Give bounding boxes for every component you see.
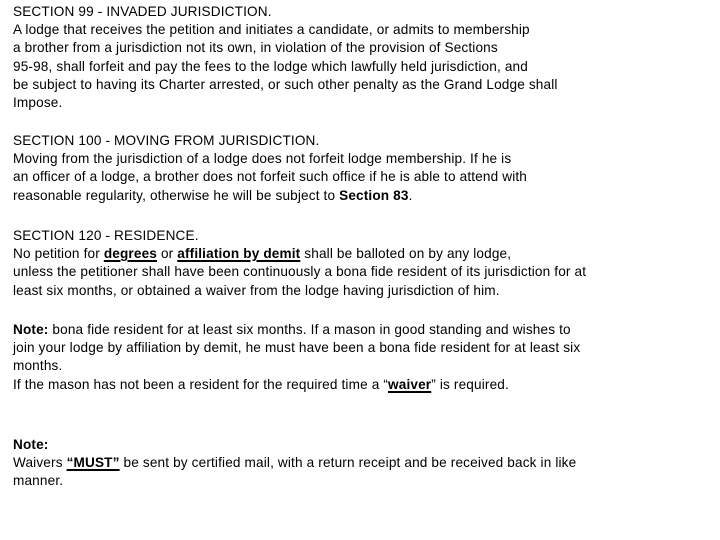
note-text: Waivers xyxy=(13,455,67,471)
section-120 xyxy=(13,227,713,300)
note-line xyxy=(13,454,713,472)
period: . xyxy=(408,187,413,203)
section-99-line: A lodge that receives the petition and initiates a candidate, or admits to membership xyxy=(13,22,530,38)
must-emphasis: “MUST” xyxy=(66,455,120,471)
note-line: months. xyxy=(13,358,63,374)
degrees-link[interactable]: degrees xyxy=(103,246,158,262)
section-120-line xyxy=(13,245,713,263)
note-line: manner. xyxy=(13,473,64,489)
section-99-line: be subject to having its Charter arrested, or such other penalty as the Grand Lodge shall xyxy=(13,76,558,92)
section-99-line: a brother from a jurisdiction not its own, in violation of the provision of Sections xyxy=(13,40,498,56)
note-text: ” is required. xyxy=(431,376,509,392)
section-120-text: or xyxy=(157,246,178,262)
note-line: join your lodge by affiliation by demit, he must have been a bona fide resident for at least six xyxy=(13,340,581,356)
section-120-heading: SECTION 120 - RESIDENCE. xyxy=(13,228,199,243)
section-100-line-text: reasonable regularity, otherwise he will be subject to xyxy=(13,187,340,203)
section-100 xyxy=(13,132,713,205)
section-99-line: Impose. xyxy=(13,95,63,111)
section-120-text: No petition for xyxy=(13,246,104,262)
note-line xyxy=(13,376,713,394)
note-waivers xyxy=(13,436,713,491)
note-residence xyxy=(13,321,713,394)
section-120-text: shall be balloted on by any lodge, xyxy=(300,246,512,262)
section-120-line: least six months, or obtained a waiver from the lodge having jurisdiction of him. xyxy=(13,282,500,298)
waiver-link[interactable]: waiver xyxy=(388,376,432,392)
note-text: bona fide resident for at least six months. If a mason in good standing and wishes to xyxy=(48,322,571,337)
section-83-reference: Section 83 xyxy=(339,187,409,203)
section-100-heading: SECTION 100 - MOVING FROM JURISDICTION. xyxy=(13,133,320,148)
section-99-line: 95-98, shall forfeit and pay the fees to the lodge which lawfully held jurisdiction, and xyxy=(13,58,528,74)
note-text: be sent by certified mail, with a return receipt and be received back in like xyxy=(119,455,577,471)
section-99 xyxy=(13,3,713,112)
section-99-heading: SECTION 99 - INVADED JURISDICTION. xyxy=(13,4,272,19)
section-120-line: unless the petitioner shall have been continuously a bona fide resident of its jurisdiction for at xyxy=(13,264,587,280)
note-text: If the mason has not been a resident for the required time a “ xyxy=(13,376,389,392)
section-100-line: an officer of a lodge, a brother does not forfeit such office if he is able to attend with xyxy=(13,169,528,185)
note-line xyxy=(13,321,713,339)
note-label: Note: xyxy=(13,437,49,452)
section-100-line: Moving from the jurisdiction of a lodge does not forfeit lodge membership. If he is xyxy=(13,151,512,167)
note-label: Note: xyxy=(13,322,49,337)
section-100-line xyxy=(13,187,713,205)
affiliation-by-demit-link[interactable]: affiliation by demit xyxy=(177,246,301,262)
